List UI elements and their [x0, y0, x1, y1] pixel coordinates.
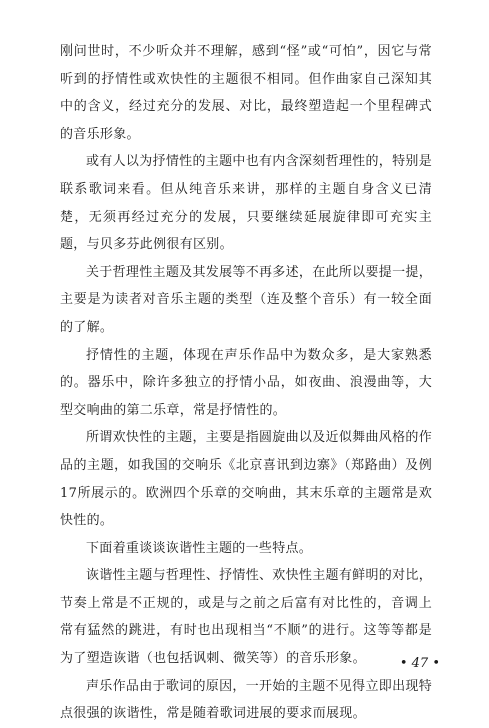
paragraph-4: 抒情性的主题，体现在声乐作品中为数众多，是大家熟悉的。器乐中，除许多独立的抒情小品，如夜曲、浪漫曲等，大型交响曲的第二乐章，常是抒情性的。 — [60, 347, 432, 418]
paragraph-6: 下面着重谈谈诙谐性主题的一些特点。 — [86, 540, 313, 556]
page-number: • 47 • — [399, 656, 440, 671]
paragraph-5: 所谓欢快性的主题，主要是指圆旋曲以及近似舞曲风格的作品的主题，如我国的交响乐《北京喜讯到边寨》（郑路曲）及例17所展示的。欧洲四个乐章的交响曲，其末乐章的主题常是欢快性的。 — [60, 430, 432, 529]
paragraph-7: 诙谐性主题与哲理性、抒情性、欢快性主题有鲜明的对比，节奏上常是不正规的，或是与之前之后富有对比性的，音调上常有猛然的跳进，有时也出现相当“不顺”的进行。这等等都是为了塑造诙谐（也包括讽刺、微笑等）的音乐形象。 — [60, 568, 432, 667]
paragraph-3: 关于哲理性主题及其发展等不再多述，在此所以要提一提，主要是为读者对音乐主题的类型（连及整个音乐）有一较全面的了解。 — [60, 264, 432, 335]
paragraph-2: 或有人以为抒情性的主题中也有内含深刻哲理性的，特别是联系歌词来看。但从纯音乐来讲，那样的主题自身含义已清楚，无须再经过充分的发展，只要继续延展旋律即可充实主题，与贝多芬此例很有区别。 — [60, 154, 432, 253]
paragraph-1: 刚问世时，不少听众并不理解，感到“怪”或“可怕”，因它与常听到的抒情性或欢快性的主题很不相同。但作曲家自己深知其中的含义，经过充分的发展、对比，最终塑造起一个里程碑式的音乐形象。 — [60, 44, 432, 142]
paragraph-8: 声乐作品由于歌词的原因，一开始的主题不见得立即出现特点很强的诙谐性，常是随着歌词进展的要求而展现。 — [60, 678, 432, 722]
body-text — [60, 38, 432, 728]
